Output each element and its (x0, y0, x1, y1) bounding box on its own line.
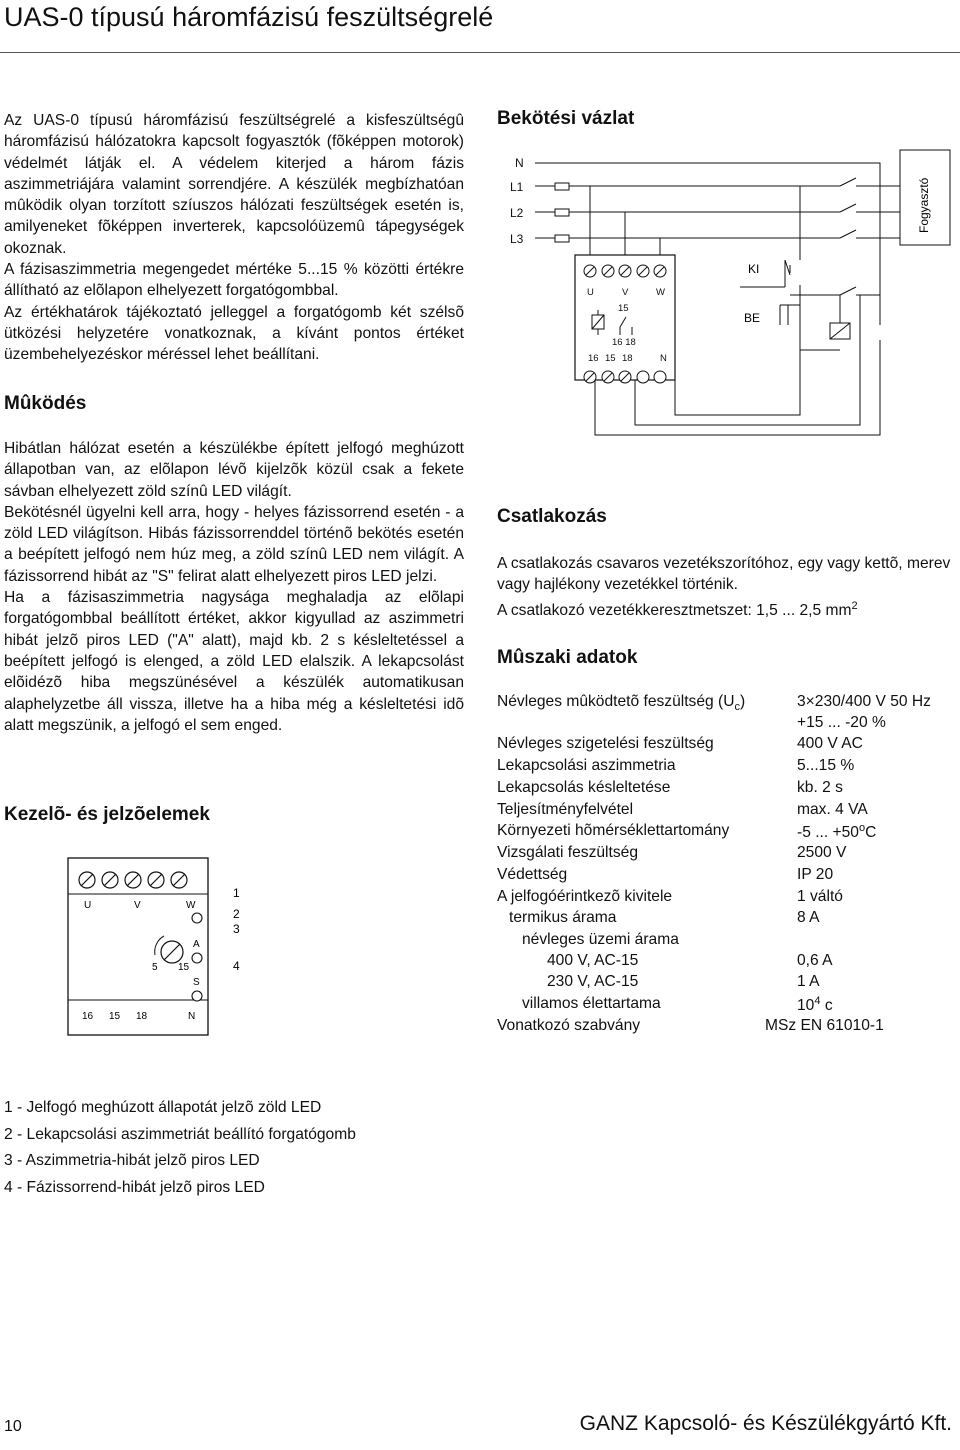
spec-value-test-voltage: 2500 V (797, 844, 847, 861)
spec-label-rated-voltage: Névleges mûködtetõ feszültség $(U_c)$ (497, 693, 746, 714)
spec-value-protection: IP 20 (797, 866, 834, 883)
cross-section-unit-sup: 2 (851, 599, 858, 612)
front-panel-drawing (60, 850, 280, 1040)
line-label-l3: L3 (510, 232, 524, 246)
panel-label-15: 15 (109, 1011, 121, 1022)
green-led-icon (192, 913, 202, 923)
line-label-l1: L1 (510, 180, 524, 194)
wiring-diagram (500, 145, 955, 465)
led-label-s: S (193, 977, 200, 988)
led-label-a: A (193, 939, 200, 950)
specs-table (497, 693, 957, 1043)
relay-device-box (575, 255, 675, 383)
spec-value-voltage-tolerance: +15 ... -20 % (797, 714, 886, 731)
spec-value-temperature: -5 ... $+50^oC$ (797, 822, 877, 842)
spec-label-thermal-current: termikus árama (509, 909, 617, 926)
device-label-18: 18 (622, 353, 633, 364)
spec-label-400v: 400 V, AC-15 (547, 952, 639, 969)
load-label: Fogyasztó (917, 177, 931, 233)
callout-4: 4 (233, 959, 240, 973)
operation-text (4, 438, 464, 736)
panel-label-w: W (186, 900, 196, 911)
connection-paragraph-2 (497, 596, 957, 621)
spec-value-electrical-life: $10^4$ c (797, 995, 833, 1015)
knob-max-label: 15 (178, 962, 190, 973)
spec-label-asymmetry: Lekapcsolási aszimmetria (497, 757, 676, 774)
spec-value-delay: kb. 2 s (797, 779, 843, 796)
spec-value-230v: 1 A (797, 973, 820, 990)
connection-heading: Csatlakozás (497, 506, 607, 527)
spec-label-power: Teljesítményfelvétel (497, 801, 634, 818)
asymmetry-led-icon (192, 953, 202, 963)
spec-label-electrical-life: villamos élettartama (522, 995, 661, 1012)
intro-paragraph-1: Az UAS-0 típusú háromfázisú feszültségrelé a kisfeszültségû háromfázisú hálózatokra kapcsolt fogyasztók (fõképpen motorok) védelmét látják el. A védelem kiterjed a három fázis aszimmetriájára valamint sorrendjére. A készülék megbízhatóan mûködik olyan torzított szíuszos hálózati feszültségek esetén is, amilyeneket fõképpen inverterek, kapcsolóüzemû tápegységek okoznak. (4, 112, 464, 257)
knob-min-label: 5 (152, 962, 158, 973)
spec-value-standard: MSz EN 61010-1 (765, 1017, 884, 1034)
operation-paragraph-3: Ha a fázisaszimmetria nagysága meghaladja az elõlapi forgatógombbal beállított értéket, akkor kigyullad az aszimmetri hibát jelzõ piros LED ("A" alatt), majd kb. 2 s késleltetéssel a beépített jelfogó is elenged, a zöld LED elalszik. A lekapcsolást elõidézõ hiba megszünésével a készülék automatikusan alaphelyzetbe áll vissza, illetve ha a hiba még a késleltetési idõ alatt megszünik, a jelfogó el sem enged. (4, 589, 464, 734)
operation-heading: Mûködés (4, 393, 87, 414)
company-name: GANZ Kapcsoló- és Készülékgyártó Kft. (579, 1412, 952, 1435)
be-label: BE (744, 311, 761, 325)
intro-paragraph-2: A fázisaszimmetria megengedet mértéke 5...15 % közötti értékre állítható az elõlapon elhelyezett forgatógombbal. (4, 261, 464, 300)
page-number: 10 (4, 1418, 22, 1435)
legend-list (4, 1095, 356, 1201)
spec-value-400v: 0,6 A (797, 952, 833, 969)
connection-text (497, 553, 957, 621)
intro-paragraph-3: Az értékhatárok tájékoztató jelleggel a forgatógomb két szélsõ ütközési helyzetére vonatkoznak, a kívánt pontos értéket üzembehelyezéskor méréssel lehet beállítani. (4, 303, 464, 364)
spec-label-contact-type: A jelfogóérintkezõ kivitele (497, 888, 673, 905)
phase-order-led-icon (192, 991, 202, 1001)
panel-label-u: U (84, 900, 92, 911)
spec-label-temperature: Környezeti hõmérséklettartomány (497, 822, 730, 839)
callout-2: 2 (233, 907, 240, 921)
line-label-l2: L2 (510, 206, 524, 220)
cross-section-text: A csatlakozó vezetékkeresztmetszet: 1,5 ... 2,5 mm (497, 601, 852, 619)
spec-label-rated-current: névleges üzemi árama (522, 931, 679, 948)
page-title: UAS-0 típusú háromfázisú feszültségrelé (4, 2, 494, 32)
callout-3: 3 (233, 922, 240, 936)
device-label-15: 15 (605, 353, 616, 364)
callout-1: 1 (233, 886, 240, 900)
spec-value-asymmetry: 5...15 % (797, 757, 855, 774)
panel-label-v: V (134, 900, 141, 911)
ki-label: KI (748, 262, 760, 276)
panel-label-n: N (188, 1011, 196, 1022)
legend-item-3: 3 - Aszimmetria-hibát jelzõ piros LED (4, 1152, 260, 1169)
spec-label-standard: Vonatkozó szabvány (497, 1017, 641, 1034)
line-label-n: N (515, 156, 524, 170)
device-label-u: U (587, 287, 594, 298)
intro-text (4, 110, 464, 366)
contact-top-label: 15 (618, 303, 629, 314)
spec-value-rated-voltage: 3×230/400 V 50 Hz (797, 693, 931, 710)
device-label-w: W (656, 287, 665, 298)
title-divider (0, 52, 960, 53)
device-label-n: N (660, 353, 667, 364)
legend-item-2: 2 - Lekapcsolási aszimmetriát beállító forgatógomb (4, 1125, 356, 1143)
panel-label-18: 18 (136, 1011, 148, 1022)
spec-label-protection: Védettség (497, 866, 568, 883)
operation-paragraph-2: Bekötésnél ügyelni kell arra, hogy - helyes fázissorrend esetén - a zöld LED világítson. Hibás fázissorrenddel történõ bekötés esetén a beépített jelfogó nem húz meg, a zöld színû LED nem világít. A fázissorrend hibát az "S" felirat alatt elhelyezett piros LED jelzi. (4, 503, 464, 585)
wiring-heading: Bekötési vázlat (497, 108, 635, 129)
spec-label-test-voltage: Vizsgálati feszültség (497, 844, 638, 861)
legend-item-4: 4 - Fázissorrend-hibát jelzõ piros LED (4, 1178, 265, 1196)
connection-paragraph-1: A csatlakozás csavaros vezetékszorítóhoz, egy vagy kettõ, merev vagy hajlékony vezetékkel történik. (497, 555, 951, 594)
spec-value-power: max. 4 VA (797, 801, 868, 818)
spec-label-delay: Lekapcsolás késleltetése (497, 779, 671, 796)
spec-label-230v: 230 V, AC-15 (547, 973, 639, 990)
spec-value-thermal-current: 8 A (797, 909, 820, 926)
operation-paragraph-1: Hibátlan hálózat esetén a készülékbe épített jelfogó meghúzott állapotban van, az elõlapon lévõ kijelzõk közül csak a fekete sávban elhelyezett zöld színû LED világít. (4, 440, 464, 500)
contact-bottom-label: 16 18 (612, 337, 636, 348)
controls-heading: Kezelõ- és jelzõelemek (4, 804, 210, 825)
panel-label-16: 16 (82, 1011, 94, 1022)
spec-label-insulation: Névleges szigetelési feszültség (497, 735, 714, 752)
device-label-16: 16 (588, 353, 599, 364)
specs-heading: Mûszaki adatok (497, 647, 638, 668)
spec-value-contact-type: 1 váltó (797, 888, 843, 905)
device-label-v: V (622, 287, 629, 298)
spec-value-insulation: 400 V AC (797, 735, 863, 752)
legend-item-1: 1 - Jelfogó meghúzott állapotát jelzõ zöld LED (4, 1099, 322, 1116)
